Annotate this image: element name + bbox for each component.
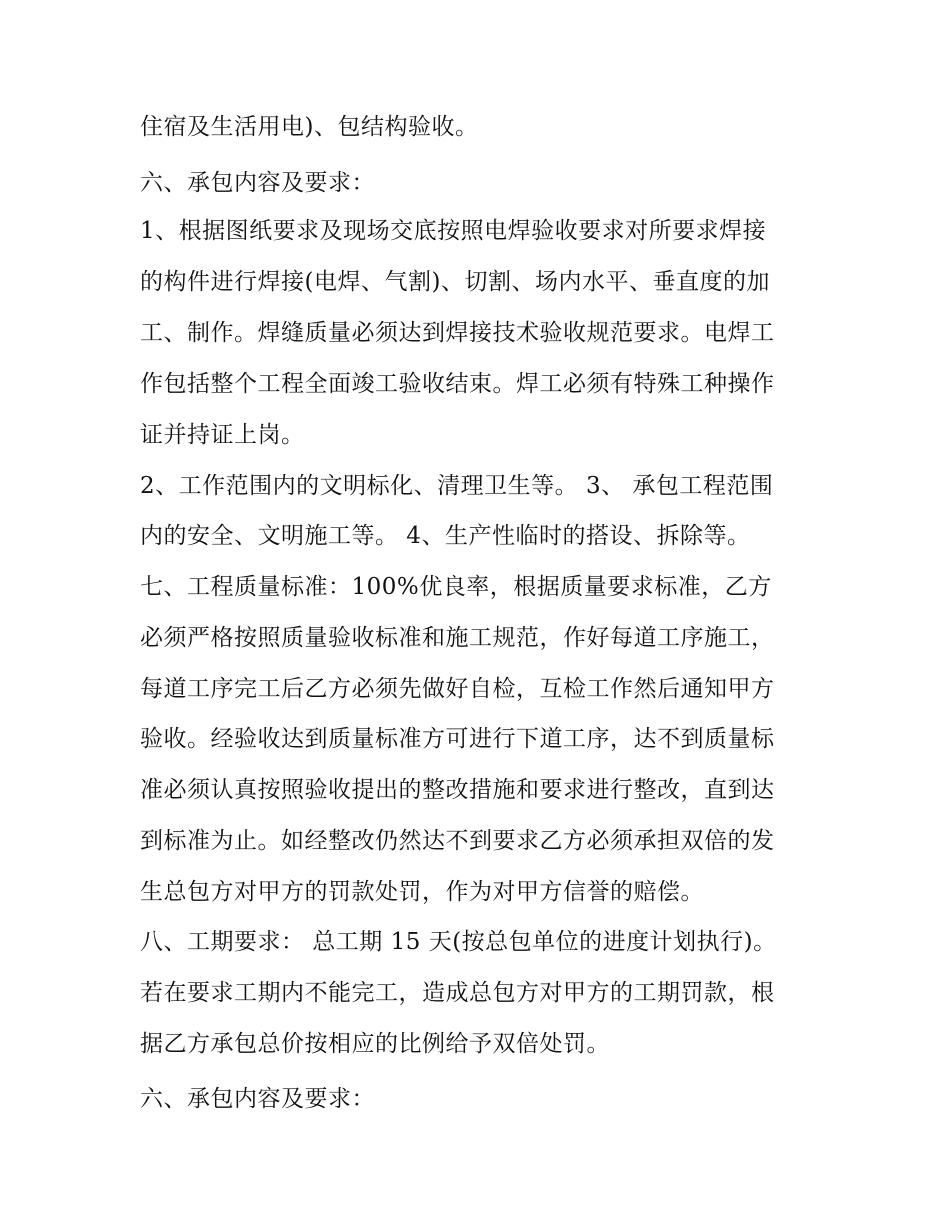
text-line: 验收。经验收达到质量标准方可进行下道工序，达不到质量标: [140, 726, 775, 752]
text-line: 2、工作范围内的文明标化、清理卫生等。 3、 承包工程范围: [140, 473, 774, 499]
text-line: 证并持证上岗。: [140, 422, 305, 448]
section-heading-six: 六、承包内容及要求：: [140, 170, 375, 196]
text-line: 若在要求工期内不能完工，造成总包方对甲方的工期罚款，根: [140, 980, 775, 1006]
text-line: 工、制作。焊缝质量必须达到焊接技术验收规范要求。电焊工: [140, 320, 775, 346]
text-line: 生总包方对甲方的罚款处罚，作为对甲方信誉的赔偿。: [140, 879, 704, 905]
section-heading-six-repeat: 六、承包内容及要求：: [140, 1086, 375, 1112]
section-heading-seven: 七、工程质量标准：100%优良率，根据质量要求标准，乙方: [140, 574, 772, 600]
text-line: 1、根据图纸要求及现场交底按照电焊验收要求对所要求焊接: [140, 218, 767, 244]
section-heading-eight: 八、工期要求： 总工期 15 天(按总包单位的进度计划执行)。: [140, 929, 777, 955]
text-line: 住宿及生活用电)、包结构验收。: [140, 114, 479, 140]
text-line: 内的安全、文明施工等。 4、生产性临时的搭设、拆除等。: [140, 523, 751, 549]
text-line: 必须严格按照质量验收标准和施工规范，作好每道工序施工，: [140, 625, 775, 651]
text-line: 的构件进行焊接(电焊、气割)、切割、场内水平、垂直度的加: [140, 269, 770, 295]
text-line: 准必须认真按照验收提出的整改措施和要求进行整改，直到达: [140, 777, 775, 803]
text-line: 据乙方承包总价按相应的比例给予双倍处罚。: [140, 1031, 610, 1057]
text-line: 作包括整个工程全面竣工验收结束。焊工必须有特殊工种操作: [140, 371, 775, 397]
text-line: 到标准为止。如经整改仍然达不到要求乙方必须承担双倍的发: [140, 828, 775, 854]
text-line: 每道工序完工后乙方必须先做好自检，互检工作然后通知甲方: [140, 676, 775, 702]
